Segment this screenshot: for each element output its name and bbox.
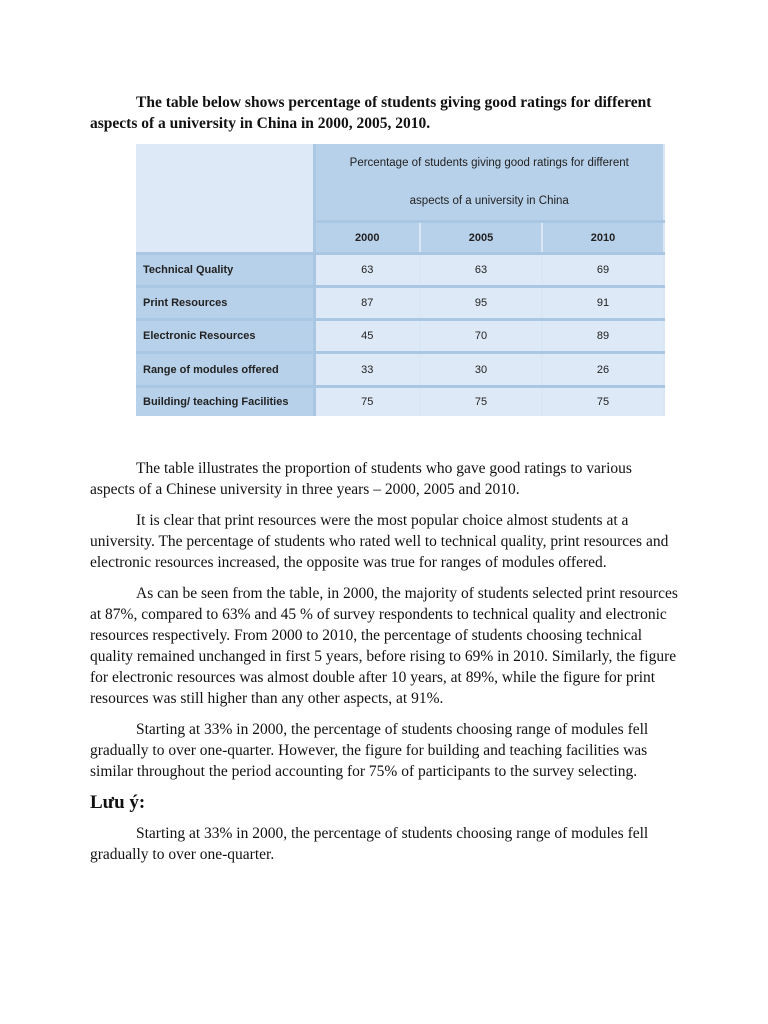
note-paragraph: Starting at 33% in 2000, the percentage of students choosing range of modules fell gradually to over one-quarter. (90, 825, 649, 863)
table-caption (314, 144, 664, 222)
paragraph-overview: The table illustrates the proportion of students who gave good ratings to various aspects of a Chinese university in three years – 2000, 2005 and 2010. (90, 460, 632, 498)
table-row (136, 287, 664, 320)
year-header-2005: 2005 (420, 222, 542, 254)
caption-line-2: aspects of a university in China (409, 195, 569, 207)
cell-value: 30 (420, 353, 542, 386)
year-header-2010: 2010 (542, 222, 664, 254)
cell-value: 87 (314, 287, 420, 320)
cell-value: 26 (542, 353, 664, 386)
note-heading: Lưu ý: (90, 792, 146, 813)
cell-value: 75 (542, 386, 664, 416)
row-label: Electronic Resources (136, 320, 314, 353)
cell-value: 75 (420, 386, 542, 416)
cell-value: 91 (542, 287, 664, 320)
table-row (136, 254, 664, 287)
intro-heading: The table below shows percentage of students giving good ratings for different aspects of a university in China in 2000, 2005, 2010. (90, 94, 652, 132)
cell-value: 63 (420, 254, 542, 287)
cell-value: 63 (314, 254, 420, 287)
cell-value: 75 (314, 386, 420, 416)
cell-value: 70 (420, 320, 542, 353)
cell-value: 95 (420, 287, 542, 320)
table-row (136, 386, 664, 416)
ratings-table (136, 144, 664, 416)
cell-value: 45 (314, 320, 420, 353)
paragraph-detail-1: As can be seen from the table, in 2000, the majority of students selected print resources at 87%, compared to 63% and 45 % of survey respondents to technical quality and electronic resources respectively. From 2000 to 2010, the percentage of students choosing technical quality remained unchanged in first 5 years, before rising to 69% in 2010. Similarly, the figure for electronic resources was almost double after 10 years, at 89%, while the figure for print resources was still higher than any other aspects, at 91%. (90, 585, 678, 707)
year-header-2000: 2000 (314, 222, 420, 254)
table-row (136, 320, 664, 353)
cell-value: 89 (542, 320, 664, 353)
caption-line-1: Percentage of students giving good ratings for different (349, 157, 629, 169)
row-label: Technical Quality (136, 254, 314, 287)
cell-value: 69 (542, 254, 664, 287)
row-label: Print Resources (136, 287, 314, 320)
row-label: Building/ teaching Facilities (136, 386, 314, 416)
paragraph-detail-2: Starting at 33% in 2000, the percentage of students choosing range of modules fell gradually to over one-quarter. However, the figure for building and teaching facilities was similar throughout the period accounting for 75% of participants to the survey selecting. (90, 721, 649, 780)
paragraph-summary: It is clear that print resources were the most popular choice almost students at a university. The percentage of students who rated well to technical quality, print resources and electronic resources increased, the opposite was true for ranges of modules offered. (90, 512, 669, 571)
cell-value: 33 (314, 353, 420, 386)
table-corner-cell (136, 144, 314, 254)
essay-body (90, 458, 680, 875)
row-label: Range of modules offered (136, 353, 314, 386)
table-row (136, 353, 664, 386)
